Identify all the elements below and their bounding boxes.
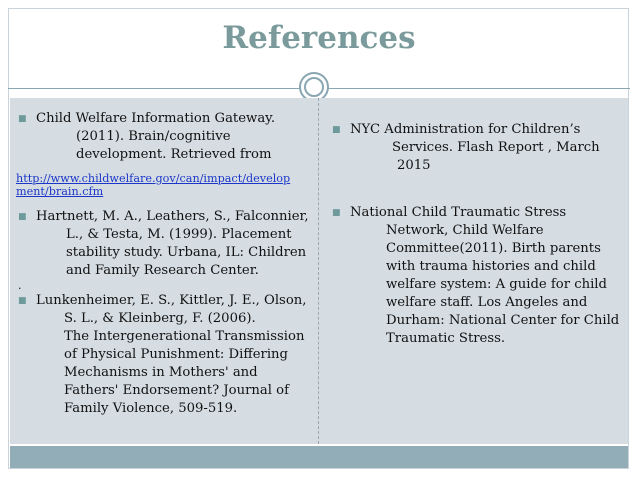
reference-line: with trauma histories and child <box>386 259 596 274</box>
slide-title: References <box>222 20 416 56</box>
left-column <box>18 110 316 418</box>
reference-line: Traumatic Stress. <box>386 331 506 346</box>
reference-line: Committee(2011). Birth parents <box>386 241 601 256</box>
reference-line: Durham: National Center for Child <box>386 313 620 328</box>
bullet-icon: ■ <box>18 296 27 306</box>
reference-line: and Family Research Center. <box>66 263 259 278</box>
reference-line: Lunkenheimer, E. S., Kittler, J. E., Olson, <box>36 293 307 308</box>
bullet-icon: ■ <box>332 125 341 135</box>
reference-line: National Child Traumatic Stress <box>350 205 567 220</box>
reference-line: of Physical Punishment: Differing <box>64 347 288 362</box>
reference-item <box>332 121 622 175</box>
reference-line: Hartnett, M. A., Leathers, S., Falconnier, <box>36 209 309 224</box>
reference-line: S. L., & Kleinberg, F. (2006). <box>64 311 256 326</box>
reference-line: Child Welfare Information Gateway. <box>36 111 276 126</box>
column-divider <box>318 98 319 444</box>
reference-item <box>18 110 316 164</box>
bullet-icon: ■ <box>18 212 27 222</box>
reference-line: welfare staff. Los Angeles and <box>386 295 588 310</box>
reference-line: Services. Flash Report , March <box>392 140 600 155</box>
bullet-icon: ■ <box>18 114 27 124</box>
reference-link[interactable] <box>16 172 316 198</box>
link-line[interactable]: ment/brain.cfm <box>16 185 104 198</box>
reference-line: Fathers' Endorsement? Journal of <box>64 383 289 398</box>
reference-line: Family Violence, 509-519. <box>64 401 238 416</box>
reference-item <box>332 204 622 348</box>
reference-line: welfare system: A guide for child <box>386 277 607 292</box>
link-line[interactable]: http://www.childwelfare.gov/can/impact/develop <box>16 172 291 185</box>
reference-line: NYC Administration for Children’s <box>350 122 581 137</box>
reference-line: stability study. Urbana, IL: Children <box>66 245 307 260</box>
reference-item <box>18 208 316 280</box>
footer-bar <box>10 446 628 468</box>
reference-line: Network, Child Welfare <box>386 223 544 238</box>
reference-line: 2015 <box>397 158 431 173</box>
reference-line: L., & Testa, M. (1999). Placement <box>66 227 292 242</box>
reference-line: development. Retrieved from <box>76 147 272 162</box>
right-column <box>332 121 622 348</box>
reference-line: (2011). Brain/cognitive <box>76 129 231 144</box>
reference-line: The Intergenerational Transmission <box>64 329 305 344</box>
separator-dot: . <box>18 279 22 292</box>
bullet-icon: ■ <box>332 208 341 218</box>
reference-item <box>18 292 316 418</box>
reference-line: Mechanisms in Mothers' and <box>64 365 258 380</box>
